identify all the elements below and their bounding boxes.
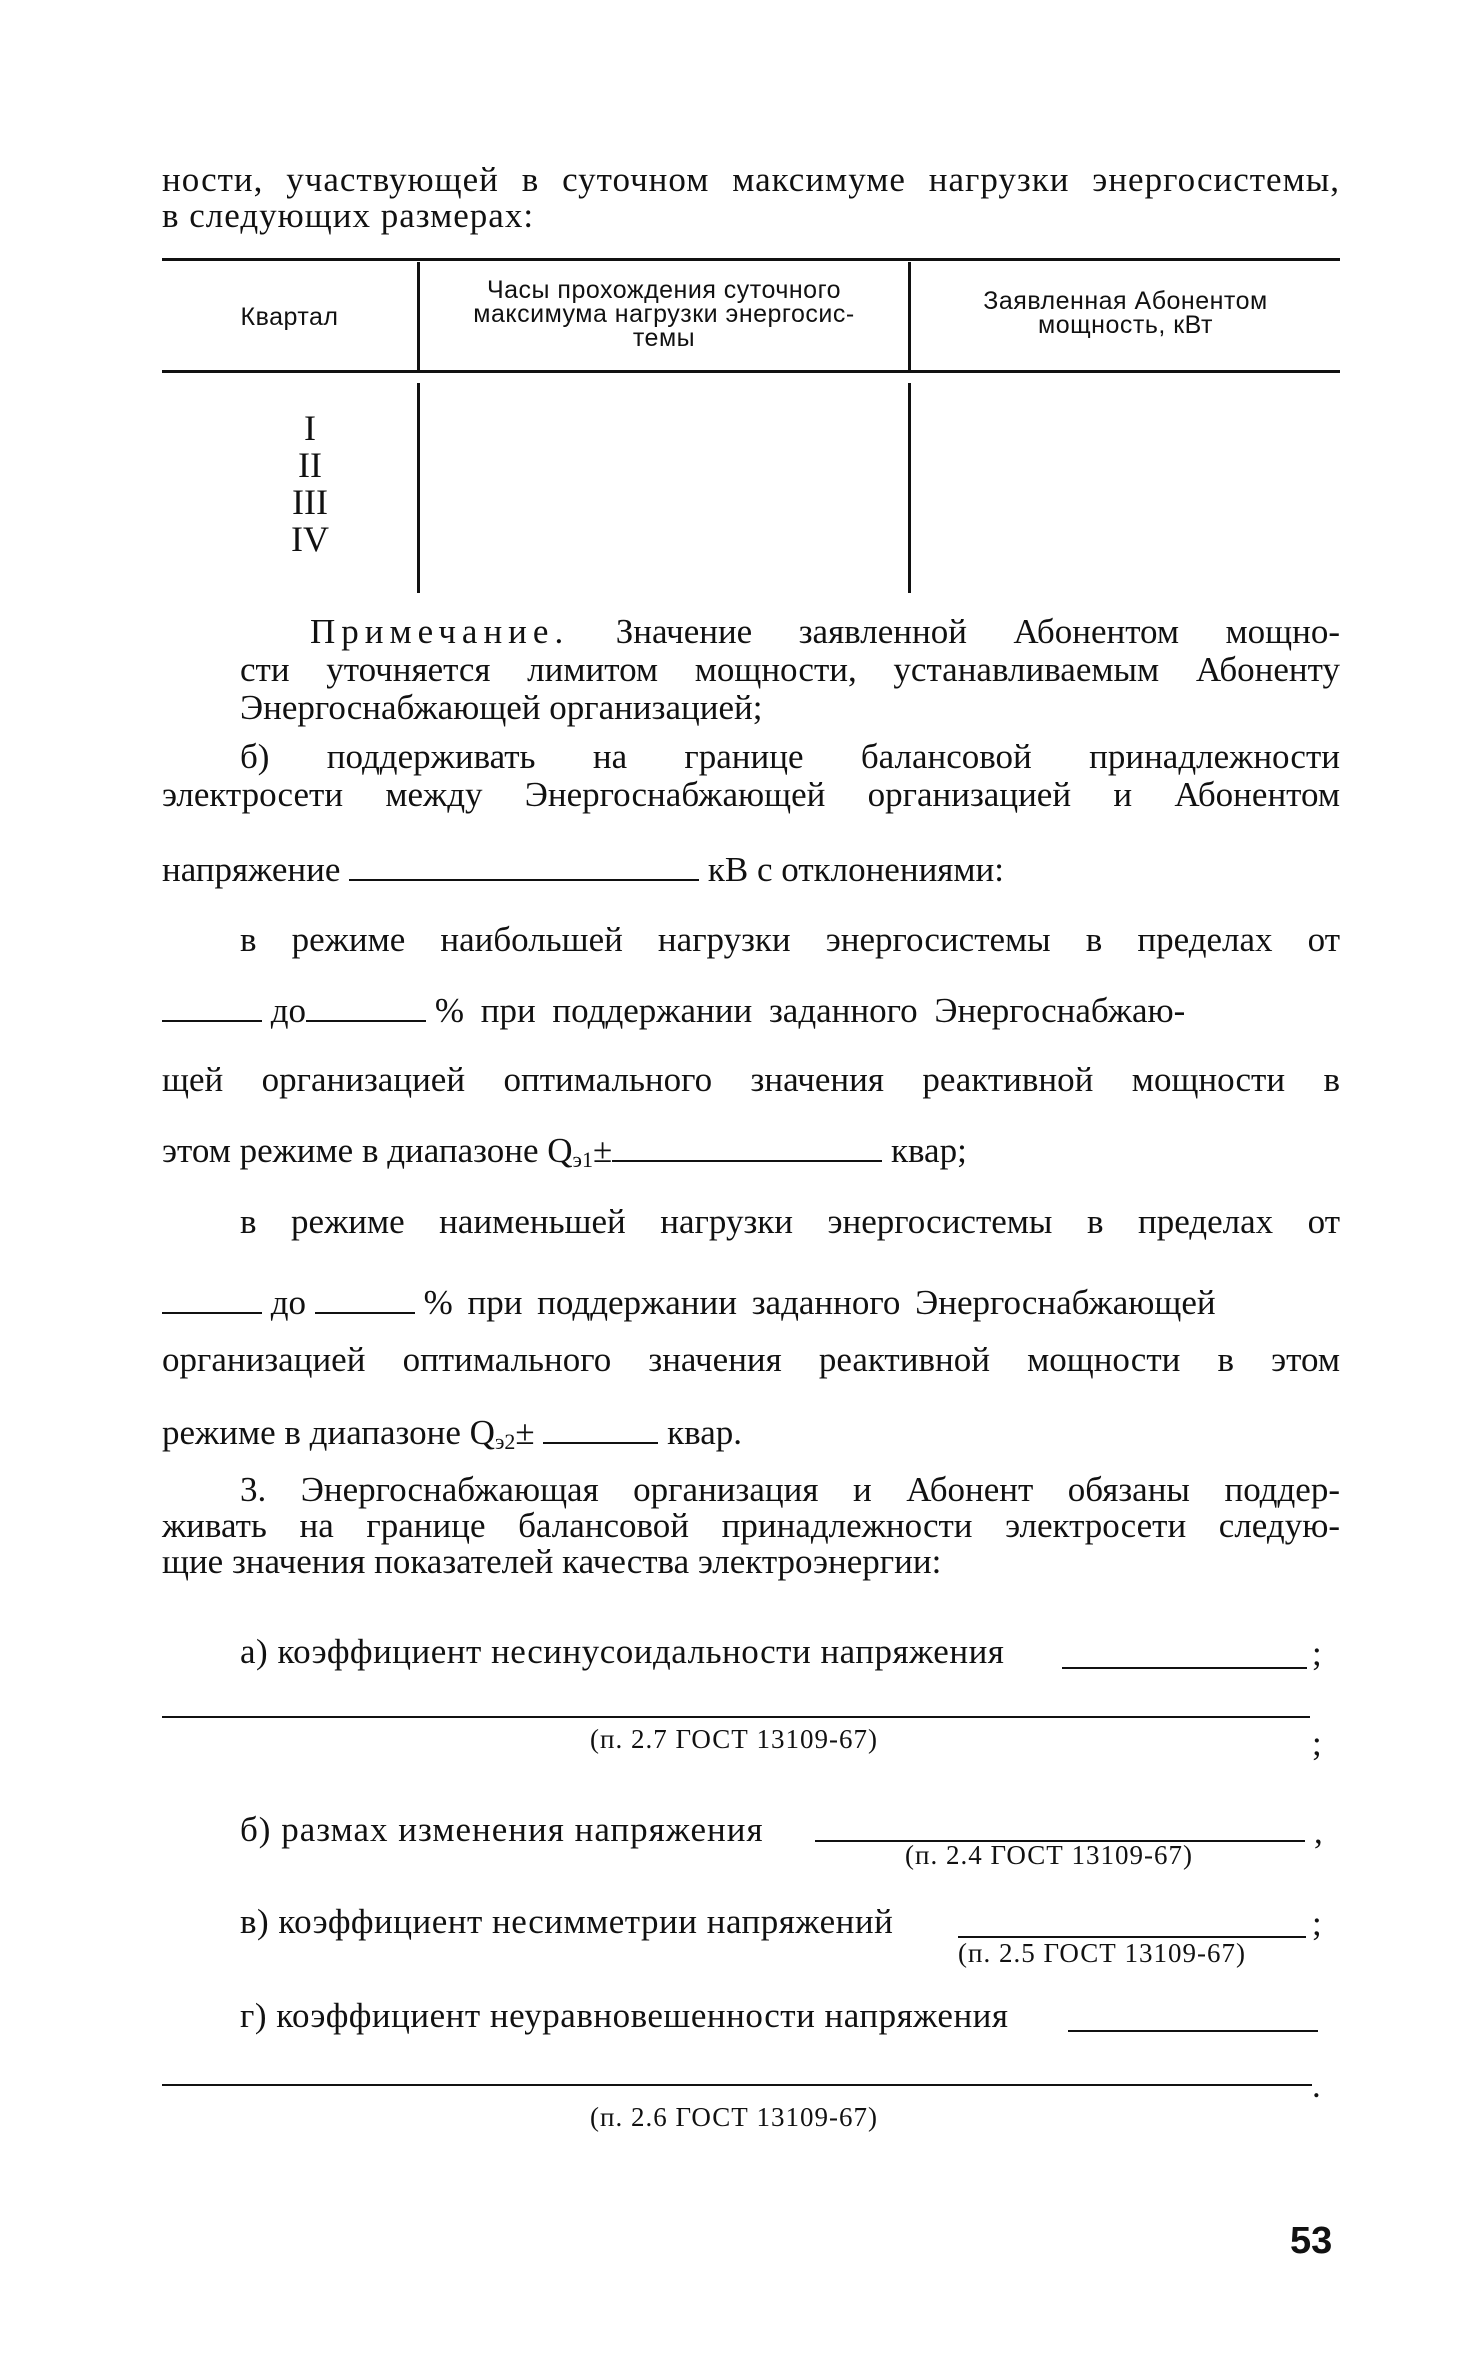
table-top-rule (162, 258, 1340, 261)
item-b-line-1: б) поддерживать на границе балансовой принадлежности (240, 737, 1340, 776)
quality-a-semicolon: ; (1312, 1634, 1322, 1673)
quarter-4: IV (291, 519, 329, 559)
quality-v-label: в) коэффициент несимметрии напряжений (240, 1902, 894, 1941)
max-from-blank[interactable] (162, 990, 262, 1022)
quality-g-label: г) коэффициент неуравновешенности напряжения (240, 1996, 1009, 2035)
min-to-blank[interactable] (315, 1282, 415, 1314)
quality-a-ref: (п. 2.7 ГОСТ 13109-67) (590, 1724, 878, 1754)
max-load-range: этом режиме в диапазоне $Q_{э1}\pm$ квар; (162, 1131, 967, 1172)
voltage-line: напряжение кВ с отклонениями: (162, 850, 1005, 889)
quality-g-blank[interactable] (1068, 2030, 1318, 2032)
quality-g-ref: (п. 2.6 ГОСТ 13109-67) (590, 2102, 878, 2132)
item3-line-2: живать на границе балансовой принадлежности электросети следую- (162, 1506, 1340, 1545)
page-number: 53 (1290, 2220, 1333, 2262)
quarter-2: II (298, 445, 322, 485)
item-b-line-2: электросети между Энергоснабжающей организацией и Абонентом (162, 775, 1340, 814)
quality-v-semicolon: ; (1312, 1904, 1322, 1943)
quality-a-blank[interactable] (1062, 1667, 1307, 1669)
note-line-1: Примечание. Значение заявленной Абонентом мощно- (310, 612, 1340, 651)
min-from-blank[interactable] (162, 1282, 262, 1314)
table-body-divider-2 (908, 383, 911, 593)
min-range-blank[interactable] (543, 1412, 658, 1444)
quality-a-semicolon-2: ; (1312, 1724, 1322, 1763)
max-to-blank[interactable] (306, 990, 426, 1022)
quality-a-label: а) коэффициент несинусоидальности напряжения (240, 1632, 1005, 1671)
min-load-line-1: в режиме наименьшей нагрузки энергосистемы в пределах от (240, 1202, 1340, 1241)
quality-a-full-blank[interactable] (162, 1716, 1310, 1718)
item3-line-1: 3. Энергоснабжающая организация и Абонент обязаны поддер- (240, 1470, 1340, 1509)
quality-g-period: . (1312, 2066, 1321, 2105)
header-quarter: Квартал (240, 303, 339, 331)
table-body-divider-1 (417, 383, 420, 593)
note-line-3: Энергоснабжающей организацией; (240, 688, 763, 727)
table-header-rule (162, 370, 1340, 373)
quality-b-label: б) размах изменения напряжения (240, 1810, 764, 1849)
header-power: Заявленная Абонентом мощность, кВт (983, 287, 1268, 339)
min-load-line-3: организацией оптимального значения реактивной мощности в этом (162, 1340, 1340, 1379)
note-label: Примечание. (310, 612, 570, 651)
max-load-line-2: до % при поддержании заданного Энергоснабжаю- (162, 990, 1340, 1031)
max-load-line-3: щей организацией оптимального значения реактивной мощности в (162, 1060, 1340, 1099)
intro-line-2: в следующих размерах: (162, 196, 535, 235)
quality-g-full-blank[interactable] (162, 2084, 1312, 2086)
quality-b-ref: (п. 2.4 ГОСТ 13109-67) (905, 1840, 1193, 1870)
item3-line-3: щие значения показателей качества электроэнергии: (162, 1542, 942, 1581)
header-hours: Часы прохождения суточного максимума нагрузки энергосис- темы (473, 276, 855, 352)
voltage-blank[interactable] (349, 849, 699, 881)
max-range-blank[interactable] (612, 1130, 882, 1162)
quality-v-ref: (п. 2.5 ГОСТ 13109-67) (958, 1938, 1246, 1968)
min-load-line-2: до % при поддержании заданного Энергоснабжающей (162, 1282, 1340, 1323)
intro-line-1: ности, участвующей в суточном максимуме нагрузки энергосистемы, (162, 160, 1340, 199)
quarter-3: III (292, 482, 328, 522)
min-load-range: режиме в диапазоне $Q_{э2}\pm$ квар. (162, 1413, 742, 1454)
quality-b-comma: , (1314, 1812, 1323, 1851)
max-load-line-1: в режиме наибольшей нагрузки энергосистемы в пределах от (240, 920, 1340, 959)
note-line-2: сти уточняется лимитом мощности, устанавливаемым Абоненту (240, 650, 1340, 689)
quarter-1: I (304, 408, 316, 448)
